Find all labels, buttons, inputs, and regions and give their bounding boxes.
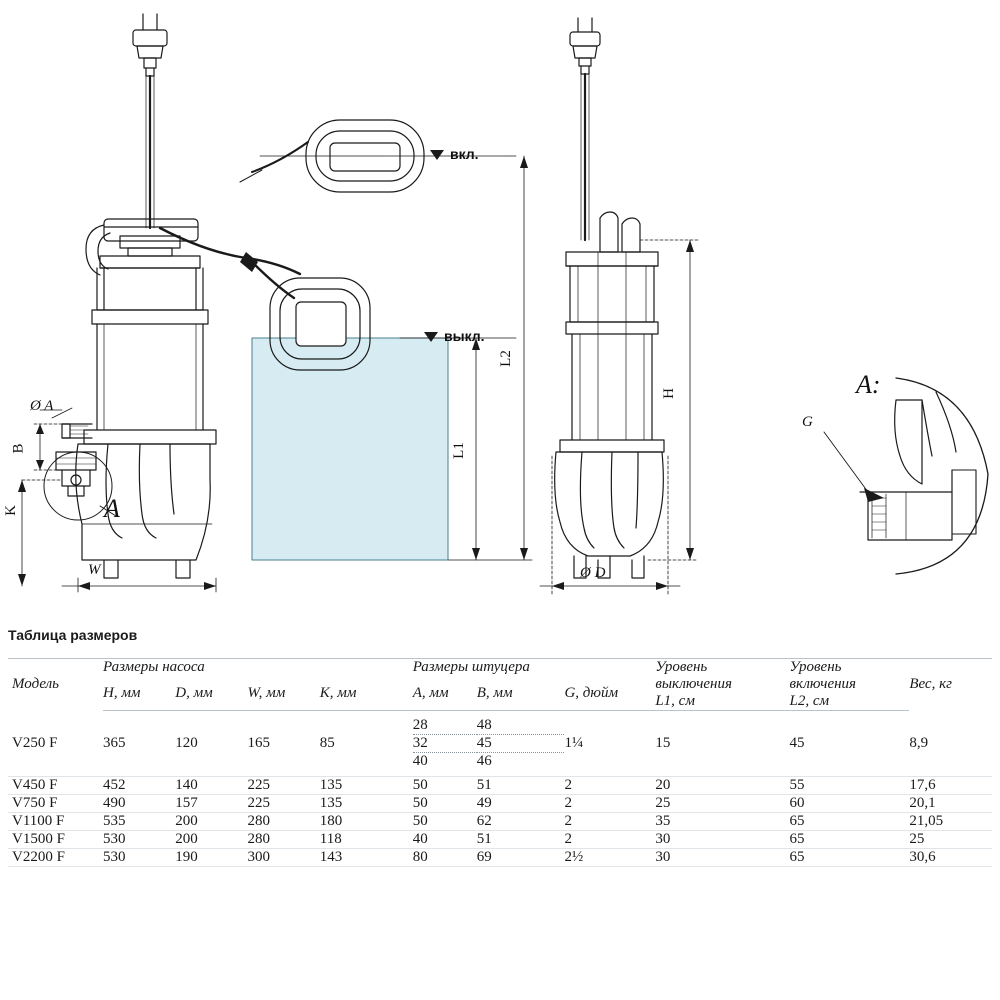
- cell-L2: 45: [790, 711, 910, 777]
- cell-L1: 15: [655, 711, 789, 777]
- cell-A: 32: [413, 735, 477, 753]
- header-level-off-line2: [655, 676, 789, 711]
- label-dim-L2: L2: [497, 350, 514, 367]
- header-D: D, мм: [175, 676, 247, 711]
- cell-A: 50: [413, 813, 477, 831]
- label-dim-L1: L1: [450, 442, 467, 459]
- cell-W: 280: [248, 813, 320, 831]
- cell-model: V450 F: [8, 777, 103, 795]
- power-plug-left: [133, 14, 167, 76]
- cell-D: 140: [175, 777, 247, 795]
- float-cable: [160, 228, 300, 274]
- pump-feet-left: [104, 560, 190, 578]
- table-row: [8, 795, 992, 813]
- cell-W: 300: [248, 849, 320, 867]
- dim-H: [640, 240, 698, 560]
- motor-top-middle: [566, 212, 658, 266]
- cell-B: 51: [477, 831, 565, 849]
- cell-L1: 35: [655, 813, 789, 831]
- cell-D: 157: [175, 795, 247, 813]
- cell-B: 48: [476, 717, 492, 733]
- cell-weight: 17,6: [909, 777, 992, 795]
- cell-B: 49: [477, 795, 565, 813]
- table-row: [8, 831, 992, 849]
- power-plug-middle: [570, 18, 600, 74]
- header-H: H, мм: [103, 676, 175, 711]
- label-dim-diaD: Ø D: [580, 565, 606, 581]
- carry-handle-left: [86, 219, 198, 275]
- table-row: [8, 711, 992, 735]
- header-level-on-line1: Уровень: [789, 659, 842, 675]
- cell-L1: 25: [655, 795, 789, 813]
- cell-W: 165: [248, 711, 320, 777]
- table-column-header-row: [8, 676, 992, 711]
- cell-H: 365: [103, 711, 175, 777]
- cell-G: 1¼: [564, 711, 655, 777]
- cell-weight: 20,1: [909, 795, 992, 813]
- header-weight: Вес, кг: [909, 676, 952, 693]
- cell-model: V1500 F: [8, 831, 103, 849]
- cell-weight: 25: [909, 831, 992, 849]
- cell-L1: 30: [655, 849, 789, 867]
- cell-L2: 60: [790, 795, 910, 813]
- dim-B: [34, 424, 62, 470]
- dim-K: [18, 480, 62, 586]
- label-dim-diaA: Ø A: [30, 398, 54, 414]
- header-pump-dims: Размеры насоса: [102, 659, 205, 675]
- cell-A: 28: [412, 717, 428, 733]
- cell-L2: 65: [790, 813, 910, 831]
- cell-model: V250 F: [8, 711, 103, 777]
- header-L1: L1, см: [655, 693, 695, 709]
- cell-H: 452: [103, 777, 175, 795]
- cell-H: 490: [103, 795, 175, 813]
- cell-A: 80: [413, 849, 477, 867]
- header-level-on-l2: включения: [789, 676, 857, 692]
- cell-weight: 8,9: [909, 711, 992, 777]
- cell-B: 62: [477, 813, 565, 831]
- cell-B: 46: [477, 753, 565, 777]
- cell-L2: 65: [790, 849, 910, 867]
- header-G: G, дюйм: [564, 676, 655, 711]
- cell-K: 143: [320, 849, 413, 867]
- cell-W: 225: [248, 795, 320, 813]
- cell-D: 200: [175, 831, 247, 849]
- table-group-header-row: [8, 659, 992, 677]
- label-switch-on: вкл.: [450, 146, 479, 162]
- table-row: [8, 777, 992, 795]
- float-cable-clamp: [240, 252, 258, 272]
- detail-A-view: [824, 378, 988, 574]
- label-dim-H: H: [660, 388, 677, 399]
- cell-G: 2: [564, 831, 655, 849]
- header-level-on-line2: [790, 676, 910, 711]
- cell-W: 225: [248, 777, 320, 795]
- cell-H: 535: [103, 813, 175, 831]
- label-dim-B: B: [10, 443, 27, 454]
- cell-model: V2200 F: [8, 849, 103, 867]
- cell-B: 45: [477, 735, 565, 753]
- pump-housing-middle: [555, 440, 664, 556]
- table-row: [8, 849, 992, 867]
- motor-body-left: [92, 268, 208, 430]
- header-W: W, мм: [248, 676, 320, 711]
- cell-K: 85: [320, 711, 413, 777]
- cell-G: 2: [564, 795, 655, 813]
- cell-A: 50: [413, 777, 477, 795]
- cell-H: 530: [103, 849, 175, 867]
- cell-W: 280: [248, 831, 320, 849]
- label-switch-off: выкл.: [444, 328, 485, 344]
- cell-L1: 20: [655, 777, 789, 795]
- cell-K: 118: [320, 831, 413, 849]
- label-dim-W: W: [88, 562, 101, 578]
- header-model: Модель: [12, 676, 60, 693]
- water-region: [252, 338, 448, 560]
- header-level-off-l1: выключения: [655, 676, 732, 692]
- cell-D: 120: [175, 711, 247, 777]
- label-detail-A-callout: A: [104, 494, 120, 523]
- cell-K: 180: [320, 813, 413, 831]
- cell-B: 51: [477, 777, 565, 795]
- cell-B: 69: [477, 849, 565, 867]
- dim-W: [62, 578, 216, 592]
- header-fitting-dims: Размеры штуцера: [412, 659, 530, 675]
- cell-D: 190: [175, 849, 247, 867]
- header-level-off-line1: Уровень: [655, 659, 708, 675]
- label-detail-G: G: [802, 414, 813, 430]
- header-K: K, мм: [320, 676, 413, 711]
- cell-weight: 30,6: [909, 849, 992, 867]
- motor-body-middle: [566, 252, 658, 440]
- cell-H: 530: [103, 831, 175, 849]
- cell-G: 2: [564, 777, 655, 795]
- cell-model: V750 F: [8, 795, 103, 813]
- cell-L2: 55: [790, 777, 910, 795]
- cell-L2: 65: [790, 831, 910, 849]
- cell-A: 50: [413, 795, 477, 813]
- label-dim-K: K: [2, 505, 19, 516]
- cell-G: 2: [564, 813, 655, 831]
- cell-A: 40: [413, 831, 477, 849]
- header-L2: L2, см: [789, 693, 830, 709]
- cell-weight: 21,05: [909, 813, 992, 831]
- header-A: A, мм: [413, 676, 477, 711]
- dimensions-table: [8, 658, 992, 867]
- cell-G: 2½: [564, 849, 655, 867]
- cell-D: 200: [175, 813, 247, 831]
- cell-L1: 30: [655, 831, 789, 849]
- cell-K: 135: [320, 795, 413, 813]
- cell-model: V1100 F: [8, 813, 103, 831]
- label-detail-A-title: A:: [856, 370, 881, 399]
- table-title: Таблица размеров: [8, 627, 138, 643]
- pump-housing-left: [76, 430, 216, 560]
- table-row: [8, 813, 992, 831]
- header-B: B, мм: [477, 676, 565, 711]
- cell-A: 40: [413, 753, 477, 777]
- cell-K: 135: [320, 777, 413, 795]
